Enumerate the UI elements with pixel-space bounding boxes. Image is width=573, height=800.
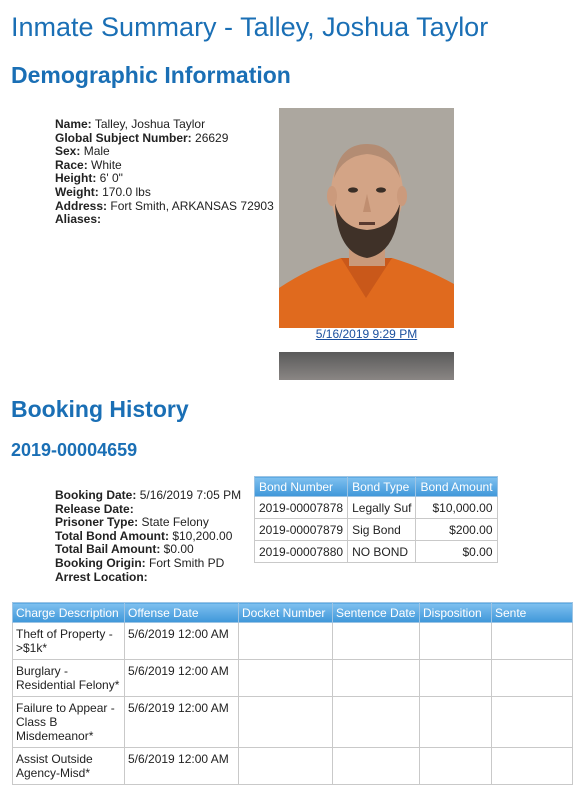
- release-date-row: Release Date:: [55, 501, 134, 516]
- docket-number-cell: [239, 748, 333, 785]
- aliases-row: Aliases:: [55, 212, 102, 227]
- photo-date-link[interactable]: 5/16/2019 9:29 PM: [315, 327, 418, 341]
- charge-row: [13, 697, 573, 748]
- gsn-row: Global Subject Number: 26629: [55, 130, 229, 145]
- arrest-location-row: Arrest Location:: [55, 569, 148, 584]
- disposition-cell: [420, 660, 492, 697]
- disposition-cell: [420, 748, 492, 785]
- booking-info: [55, 489, 241, 584]
- docket-number-cell: [239, 660, 333, 697]
- sentence-cell: [492, 697, 573, 748]
- bond-type-header[interactable]: Bond Type: [348, 477, 416, 497]
- prisoner-type-row: Prisoner Type: State Felony: [55, 515, 209, 530]
- charge-description-cell: Theft of Property - >$1k*: [13, 623, 125, 660]
- offense-date-cell: 5/6/2019 12:00 AM: [125, 748, 239, 785]
- height-row: Height: 6' 0": [55, 171, 123, 186]
- sentence-date-cell: [333, 748, 420, 785]
- bond-row: [255, 497, 498, 519]
- race-row: Race: White: [55, 157, 122, 172]
- sentence-date-header[interactable]: Sentence Date: [333, 603, 420, 623]
- gsn-value: 26629: [195, 130, 229, 145]
- mugshot-photo[interactable]: [279, 108, 454, 328]
- booking-origin-value: Fort Smith PD: [149, 555, 225, 570]
- booking-number: 2019-00004659: [11, 440, 138, 460]
- sentence-date-cell: [333, 623, 420, 660]
- race-value: White: [91, 157, 122, 172]
- name-row: Name: Talley, Joshua Taylor: [55, 117, 206, 131]
- bond-row: [255, 541, 498, 563]
- sex-row: Sex: Male: [55, 144, 110, 159]
- weight-row: Weight: 170.0 lbs: [55, 184, 151, 199]
- bond-number-cell: 2019-00007879: [255, 519, 348, 541]
- demographic-heading: Demographic Information: [11, 62, 291, 88]
- prisoner-type-value: State Felony: [141, 515, 209, 530]
- total-bail-row: Total Bail Amount: $0.00: [55, 542, 194, 557]
- charge-row: [13, 748, 573, 785]
- charge-description-header[interactable]: Charge Description: [13, 603, 125, 623]
- booking-origin-row: Booking Origin: Fort Smith PD: [55, 555, 225, 570]
- demographic-info: [55, 118, 274, 227]
- height-value: 6' 0": [99, 171, 123, 186]
- charge-table: [12, 602, 573, 785]
- charge-table-header: [13, 603, 573, 623]
- offense-date-cell: 5/6/2019 12:00 AM: [125, 697, 239, 748]
- sex-value: Male: [83, 144, 110, 159]
- address-value: Fort Smith, ARKANSAS 72903: [110, 198, 274, 213]
- bond-number-cell: 2019-00007880: [255, 541, 348, 563]
- offense-date-cell: 5/6/2019 12:00 AM: [125, 660, 239, 697]
- name-value: Talley, Joshua Taylor: [94, 117, 206, 131]
- booking-date-row: Booking Date: 5/16/2019 7:05 PM: [55, 488, 242, 502]
- address-row: Address: Fort Smith, ARKANSAS 72903: [55, 198, 274, 213]
- charge-description-cell: Burglary - Residential Felony*: [13, 660, 125, 697]
- offense-date-header[interactable]: Offense Date: [125, 603, 239, 623]
- total-bail-value: $0.00: [163, 542, 194, 557]
- bond-number-header[interactable]: Bond Number: [255, 477, 348, 497]
- mugshot-illustration: [279, 108, 454, 328]
- bond-type-cell: Legally Suf: [348, 497, 416, 519]
- bond-table: [254, 476, 498, 563]
- bond-type-cell: NO BOND: [348, 541, 416, 563]
- docket-number-cell: [239, 623, 333, 660]
- second-photo[interactable]: [279, 352, 454, 380]
- disposition-cell: [420, 623, 492, 660]
- sentence-header[interactable]: Sente: [492, 603, 573, 623]
- charge-description-cell: Failure to Appear - Class B Misdemeanor*: [13, 697, 125, 748]
- sentence-cell: [492, 748, 573, 785]
- sentence-date-cell: [333, 697, 420, 748]
- bond-amount-cell: $0.00: [416, 541, 497, 563]
- docket-number-cell: [239, 697, 333, 748]
- sentence-date-cell: [333, 660, 420, 697]
- total-bond-value: $10,200.00: [172, 528, 233, 543]
- charge-row: [13, 623, 573, 660]
- disposition-header[interactable]: Disposition: [420, 603, 492, 623]
- total-bond-row: Total Bond Amount: $10,200.00: [55, 528, 233, 543]
- sentence-cell: [492, 623, 573, 660]
- offense-date-cell: 5/6/2019 12:00 AM: [125, 623, 239, 660]
- booking-history-heading: Booking History: [11, 396, 189, 422]
- bond-row: [255, 519, 498, 541]
- charge-description-cell: Assist Outside Agency-Misd*: [13, 748, 125, 785]
- bond-type-cell: Sig Bond: [348, 519, 416, 541]
- bond-amount-cell: $10,000.00: [416, 497, 497, 519]
- booking-date-value: 5/16/2019 7:05 PM: [139, 488, 242, 502]
- docket-number-header[interactable]: Docket Number: [239, 603, 333, 623]
- disposition-cell: [420, 697, 492, 748]
- bond-amount-header[interactable]: Bond Amount: [416, 477, 497, 497]
- charge-table-container[interactable]: [12, 602, 527, 800]
- page-title: Inmate Summary - Talley, Joshua Taylor: [11, 12, 489, 42]
- charge-row: [13, 660, 573, 697]
- bond-table-header: [255, 477, 498, 497]
- bond-number-cell: 2019-00007878: [255, 497, 348, 519]
- weight-value: 170.0 lbs: [102, 184, 151, 199]
- sentence-cell: [492, 660, 573, 697]
- bond-amount-cell: $200.00: [416, 519, 497, 541]
